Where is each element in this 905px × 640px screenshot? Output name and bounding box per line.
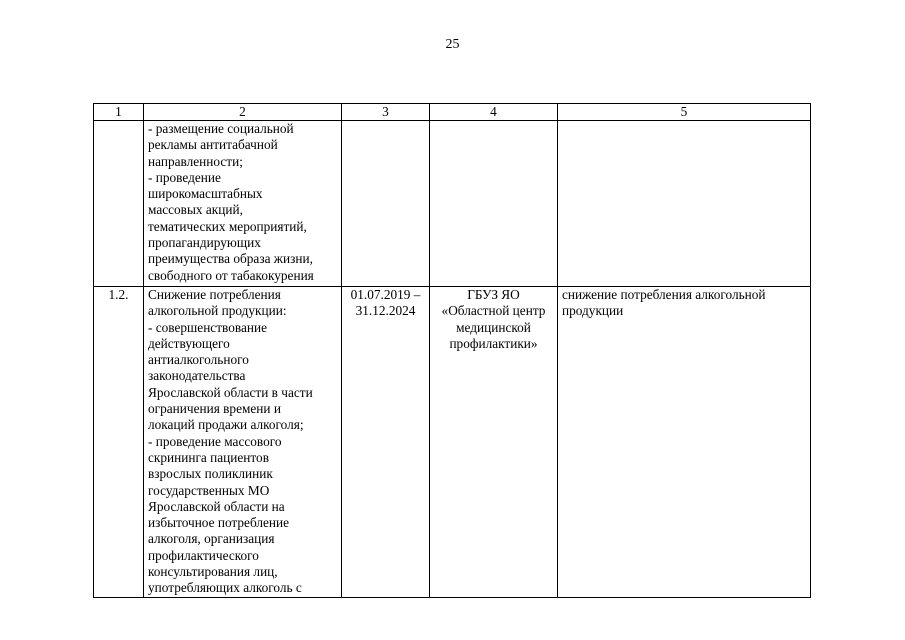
result-cell	[558, 121, 811, 287]
cell-text-line: - размещение социальной	[148, 121, 294, 136]
row-number-cell: 1.2.	[94, 287, 144, 598]
cell-text-line: снижение потребления алкогольной	[562, 287, 766, 302]
cell-text-line: 01.07.2019 –	[350, 287, 421, 302]
cell-text-line: консультирования лиц,	[148, 564, 278, 580]
column-header-4: 4	[430, 104, 558, 121]
column-header-5: 5	[558, 104, 811, 121]
cell-text-line: - проведение	[148, 169, 221, 185]
cell-text-line: пропагандирующих	[148, 235, 261, 251]
cell-text-line: алкоголя, организация	[148, 531, 275, 547]
cell-text-line: профилактики»	[449, 335, 538, 351]
cell-text-line: ГБУЗ ЯО	[467, 287, 520, 302]
table-row	[94, 121, 811, 287]
cell-text-line: Ярославской области в части	[148, 384, 313, 400]
column-header-1: 1	[94, 104, 144, 121]
cell-text-line: продукции	[562, 303, 624, 319]
cell-text-line: ограничения времени и	[148, 401, 281, 417]
cell-text-line: массовых акций,	[148, 202, 243, 218]
cell-text-line: Снижение потребления	[148, 287, 281, 302]
cell-text-line: медицинской	[456, 319, 531, 335]
executor-cell	[430, 287, 558, 598]
cell-text-line: - совершенствование	[148, 319, 267, 335]
cell-text-line: преимущества образа жизни,	[148, 251, 313, 267]
cell-text-line: Ярославской области на	[148, 498, 285, 514]
result-cell	[558, 287, 811, 598]
table-row	[94, 287, 811, 598]
cell-text-line: свободного от табакокурения	[148, 267, 314, 283]
cell-text-line: антиалкогольного	[148, 352, 249, 368]
cell-text-line: широкомасштабных	[148, 186, 263, 202]
cell-text-line: скрининга пациентов	[148, 449, 269, 465]
cell-text-line: действующего	[148, 335, 230, 351]
cell-text-line: алкогольной продукции:	[148, 303, 287, 319]
column-header-2: 2	[144, 104, 342, 121]
dates-cell	[342, 287, 430, 598]
cell-text-line: «Областной центр	[441, 303, 546, 319]
activity-cell	[144, 121, 342, 287]
activity-cell	[144, 287, 342, 598]
cell-text-line: - проведение массового	[148, 433, 282, 449]
page-number: 25	[445, 37, 460, 52]
plan-table	[93, 103, 811, 598]
row-number-cell	[94, 121, 144, 287]
executor-cell	[430, 121, 558, 287]
cell-text-line: профилактического	[148, 547, 259, 563]
dates-cell	[342, 121, 430, 287]
cell-text-line: направленности;	[148, 153, 243, 169]
cell-text-line: локаций продажи алкоголя;	[148, 417, 304, 433]
cell-text-line: законодательства	[148, 368, 246, 384]
cell-text-line: рекламы антитабачной	[148, 137, 278, 153]
cell-text-line: государственных МО	[148, 482, 270, 498]
column-header-3: 3	[342, 104, 430, 121]
table-header-row	[94, 104, 811, 121]
cell-text-line: 31.12.2024	[355, 303, 416, 319]
cell-text-line: избыточное потребление	[148, 515, 290, 531]
cell-text-line: тематических мероприятий,	[148, 218, 307, 234]
cell-text-line: употребляющих алкоголь с	[148, 580, 302, 596]
cell-text-line: взрослых поликлиник	[148, 466, 273, 482]
